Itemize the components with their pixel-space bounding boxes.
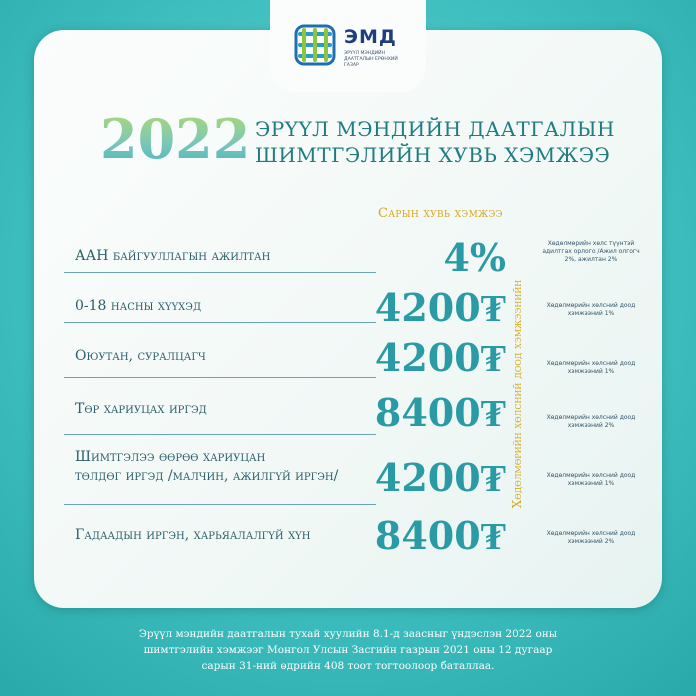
row-divider: [64, 377, 376, 378]
row-value-students: 4200₮: [374, 335, 506, 380]
title-line-1: ЭРҮҮЛ МЭНДИЙН ДААТГАЛЫН: [255, 117, 615, 141]
page-title: [255, 116, 635, 168]
footer-line-1: Эрүүл мэндийн даатгалын тухай хуулийн 8.1-д заасныг үндэслэн 2022 оны: [138, 628, 558, 640]
knot-logo-icon: [290, 20, 340, 70]
row-divider: [64, 504, 376, 505]
row-label-students: Оюутан, суралцагч: [75, 348, 206, 364]
footer-line-3: сарын 31-ний өдрийн 408 тоот тогтоолоор баталлаа.: [201, 660, 495, 672]
row-note-self-paying: Хөдөлмөрийн хөлсний доод хэмжээний 1%: [546, 472, 636, 487]
column-header: Сарын хувь хэмжээ: [378, 206, 503, 221]
emd-logo: [290, 20, 410, 72]
row-note-state-covered: Хөдөлмөрийн хөлсний доод хэмжээний 2%: [546, 414, 636, 429]
row-label-state-covered: Төр хариуцах иргэд: [75, 401, 207, 417]
row-label-self-paying-line-1: Шимтгэлээ өөрөө хариуцан: [75, 449, 266, 465]
row-divider: [64, 272, 376, 273]
footer-legal-note: [80, 626, 616, 674]
logo-abbreviation: ЭМД: [344, 26, 397, 48]
row-divider: [64, 322, 376, 323]
logo-organization-name: ЭРҮҮЛ МЭНДИЙН ДААТГАЛЫН ЕРӨНХИЙ ГАЗАР: [344, 51, 398, 68]
row-label-children: 0-18 насны хүүхэд: [75, 298, 202, 314]
row-value-children: 4200₮: [374, 285, 506, 330]
vertical-column-label: Хөдөлмөрийн хөлсний доод хэмжээнийн: [510, 279, 524, 509]
row-note-children: Хөдөлмөрийн хөлсний доод хэмжээний 1%: [546, 302, 636, 317]
row-divider: [64, 434, 376, 435]
title-line-2: ШИМТГЭЛИЙН ХУВЬ ХЭМЖЭЭ: [255, 143, 611, 167]
row-label-self-paying-line-2: төлдөг иргэд /малчин, ажилгүй иргэн/: [75, 468, 339, 484]
row-note-enterprise-employee: Хөдөлмөрийн хөлс түүнтэй адилтгах орлого /Ажил олгогч 2%, ажилтан 2%: [542, 240, 640, 263]
year-heading: 2022: [100, 104, 250, 174]
row-value-foreign-citizen: 8400₮: [374, 513, 506, 558]
row-label-enterprise-employee: ААН байгууллагын ажилтан: [75, 248, 271, 264]
row-label-self-paying: [75, 448, 365, 486]
row-value-self-paying: 4200₮: [374, 455, 506, 500]
row-note-foreign-citizen: Хөдөлмөрийн хөлсний доод хэмжээний 2%: [546, 530, 636, 545]
row-label-foreign-citizen: Гадаадын иргэн, харьяалалгүй хүн: [75, 527, 311, 543]
footer-line-2: шимтгэлийн хэмжээг Монгол Улсын Засгийн газрын 2021 оны 12 дугаар: [143, 644, 553, 656]
row-value-state-covered: 8400₮: [374, 390, 506, 435]
row-value-enterprise-employee: 4%: [443, 235, 506, 280]
row-note-students: Хөдөлмөрийн хөлсний доод хэмжээний 1%: [546, 360, 636, 375]
